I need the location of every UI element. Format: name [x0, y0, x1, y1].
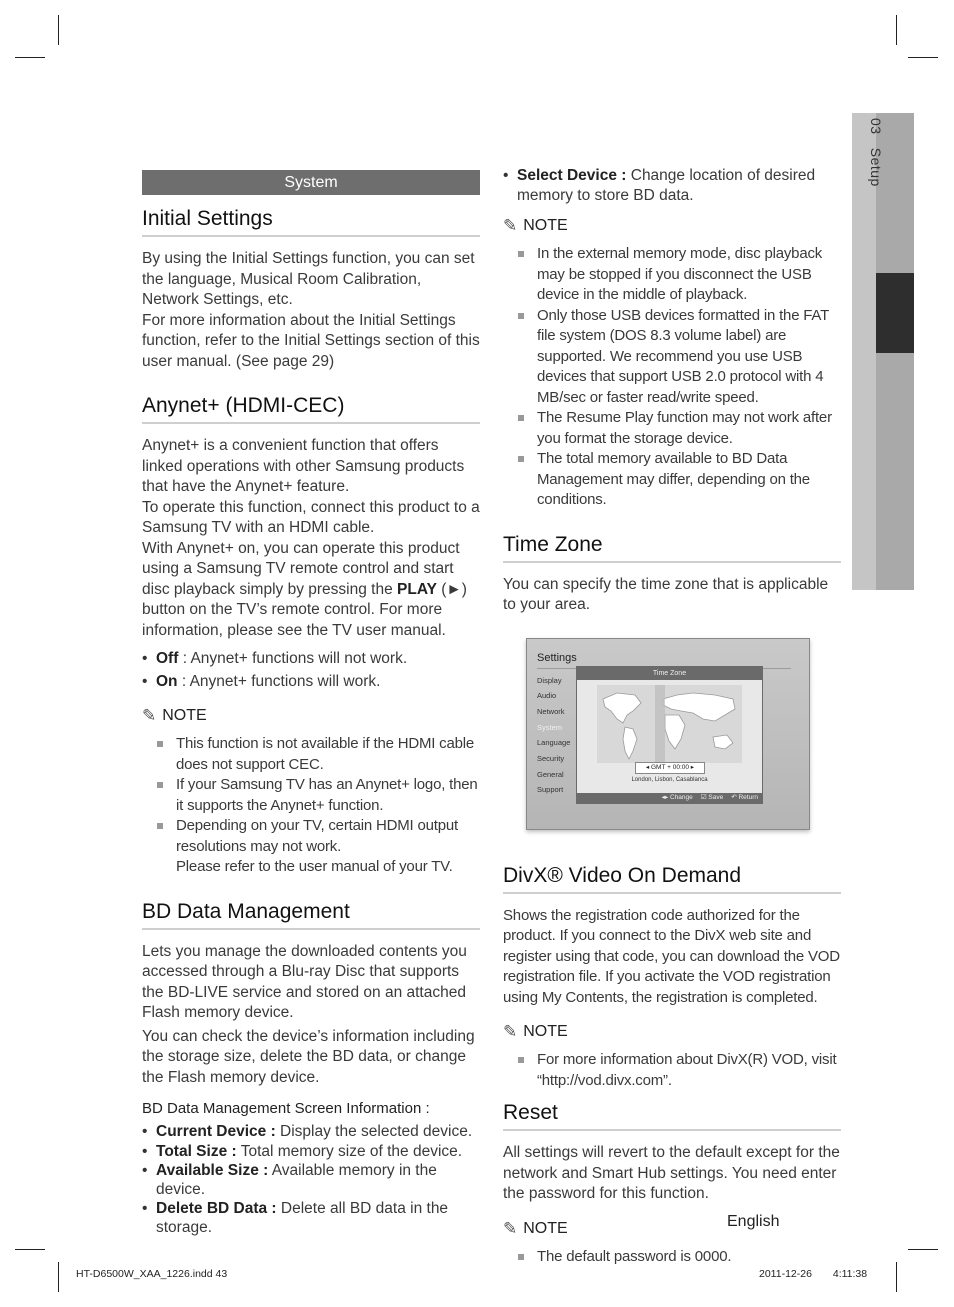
text: Please refer to the user manual of your TV. [176, 858, 453, 875]
option-key: On [156, 673, 178, 690]
list-item [142, 649, 480, 669]
osd-menu-item: Support [537, 785, 564, 795]
option-list [142, 649, 480, 692]
osd-menu-item-selected: System [537, 722, 563, 732]
item-text: Total memory size of the device. [236, 1142, 463, 1160]
crop-mark [15, 57, 45, 58]
item-key: Total Size : [156, 1142, 237, 1160]
reset-heading: Reset [503, 1101, 841, 1131]
crop-mark [896, 15, 897, 45]
osd-time-zone-panel [576, 666, 763, 804]
paragraph: Anynet+ is a convenient function that offers linked operations with other Samsung products that have the Anynet+ feature. [142, 437, 465, 495]
list-item [142, 1200, 480, 1237]
osd-hint: ↶ Return [731, 793, 758, 801]
osd-hint: ◂▸ Change [661, 793, 693, 801]
osd-title: Settings [537, 651, 577, 664]
list-item [142, 1162, 480, 1199]
option-key: Off [156, 650, 179, 667]
note-heading [142, 706, 480, 726]
slug-time: 4:11:38 [832, 1268, 868, 1280]
osd-menu-item: Network [537, 706, 565, 716]
time-zone-heading: Time Zone [503, 533, 841, 563]
osd-hint: ☑ Save [700, 793, 724, 801]
date-slug [759, 1268, 867, 1280]
list-item [142, 1143, 480, 1162]
note-heading [503, 1022, 841, 1042]
option-text: : Anynet+ functions will work. [177, 673, 381, 690]
osd-menu-item: General [537, 769, 564, 779]
crop-mark [15, 1249, 45, 1250]
item-text: Available memory in the device. [156, 1162, 437, 1198]
paragraph: You can specify the time zone that is applicable to your area. [503, 575, 829, 613]
divx-heading: DivX® Video On Demand [503, 864, 841, 894]
world-map-icon [597, 685, 742, 763]
slug-date: 2011-12-26 [759, 1268, 812, 1280]
bd-data-heading: BD Data Management [142, 900, 480, 930]
osd-menu-item: Display [537, 675, 562, 685]
item-key: Select Device : [517, 167, 627, 184]
item-key: Available Size : [156, 1162, 269, 1179]
note-list [503, 244, 841, 511]
tab-segment [876, 353, 914, 590]
page-language: English [727, 1213, 780, 1230]
osd-menu-item: Security [537, 753, 565, 763]
option-text: : Anynet+ functions will not work. [178, 650, 408, 667]
list-item: For more information about DivX(R) VOD, visit “http://vod.divx.com”. [503, 1050, 841, 1091]
item-text: Display the selected device. [275, 1123, 473, 1140]
paragraph: For more information about the Initial Settings function, refer to the Initial Settings section of this user manual. (See page 29) [142, 311, 480, 370]
paragraph [142, 539, 480, 642]
anynet-heading: Anynet+ (HDMI-CEC) [142, 394, 480, 424]
chapter-label [868, 118, 884, 187]
item-text: Change location of desired memory to store BD data. [517, 167, 816, 204]
list-item: If your Samsung TV has an Anynet+ logo, then it supports the Anynet+ function. [142, 775, 480, 816]
text: With Anynet+ on, you can operate this product using a Samsung TV remote control and start disc playback simply by pressing the [142, 539, 460, 598]
pencil-icon: ✎ [142, 706, 157, 725]
note-list [503, 1247, 841, 1268]
pencil-icon: ✎ [503, 1022, 518, 1041]
paragraph: Shows the registration code authorized for the product. If you connect to the DivX web site and register using that code, you can download the VOD registration file. If you activate the VOD registration using My Contents, the registration is completed. [503, 906, 840, 1006]
note-heading [503, 1219, 841, 1239]
item-key: Delete BD Data : [156, 1200, 277, 1217]
note-list [142, 734, 480, 878]
paragraph: All settings will revert to the default except for the network and Smart Hub settings. You need enter the password for this function. [503, 1144, 840, 1202]
list-item: This function is not available if the HDMI cable does not support CEC. [142, 734, 480, 775]
list-item [142, 816, 480, 878]
note-label: NOTE [523, 1219, 568, 1237]
item-text: Delete all BD data in the storage. [156, 1200, 449, 1236]
crop-mark [908, 57, 938, 58]
note-heading [503, 216, 841, 236]
paragraph: By using the Initial Settings function, you can set the language, Musical Room Calibration, Network Settings, etc. [142, 250, 475, 308]
time-zone-select: ◂ GMT + 00:00 ▸ [635, 762, 705, 774]
crop-mark [58, 1262, 59, 1292]
crop-mark [58, 15, 59, 45]
list-item [142, 1123, 480, 1142]
item-key: Current Device : [156, 1123, 276, 1140]
osd-menu-item: Language [537, 738, 571, 748]
paragraph: To operate this function, connect this product to a Samsung TV with an HDMI cable. [142, 498, 480, 536]
osd-footer [577, 793, 762, 803]
note-label: NOTE [523, 217, 568, 234]
list-item: The total memory available to BD Data Management may differ, depending on the conditions. [503, 449, 841, 511]
osd-panel-title: Time Zone [577, 667, 762, 680]
text: Depending on your TV, certain HDMI output resolutions may not work. [176, 817, 458, 855]
bd-info-list [142, 1123, 480, 1237]
left-column [142, 170, 480, 1237]
right-column [503, 166, 841, 1267]
section-bar: System [142, 170, 480, 195]
time-zone-screenshot [526, 638, 810, 830]
list-item [503, 166, 841, 206]
note-list [503, 1050, 841, 1091]
file-slug: HT-D6500W_XAA_1226.indd 43 [76, 1268, 228, 1280]
paragraph: Lets you manage the downloaded contents you accessed through a Blu-ray Disc that supports the BD-LIVE service and stored on an attached Flash memory device. [142, 942, 467, 1021]
text: (►) button on the TV’s remote control. For more information, please see the TV user manual. [142, 580, 467, 639]
list-item: The default password is 0000. [503, 1247, 841, 1268]
list-item: The Resume Play function may not work after you format the storage device. [503, 408, 841, 449]
tab-marker [876, 273, 914, 353]
time-zone-city: London, Lisbon, Casablanca [631, 776, 708, 783]
paragraph: You can check the device’s information including the storage size, delete the BD data, or change the Flash memory device. [142, 1027, 475, 1086]
list-item: In the external memory mode, disc playback may be stopped if you disconnect the USB device in the middle of playback. [503, 244, 841, 306]
osd-menu-item: Audio [537, 691, 557, 701]
list-item: Only those USB devices formatted in the FAT file system (DOS 8.3 volume label) are supported. We recommend you use USB devices that support USB 2.0 protocol with 4 MB/sec or faster read/write speed. [503, 306, 841, 409]
osd-menu [537, 673, 570, 799]
select-device-list [503, 166, 841, 206]
screen-info-heading: BD Data Management Screen Information : [142, 1100, 430, 1117]
crop-mark [908, 1249, 938, 1250]
initial-settings-heading: Initial Settings [142, 207, 480, 237]
crop-mark [896, 1262, 897, 1292]
note-label: NOTE [162, 707, 207, 724]
play-label: PLAY [397, 580, 437, 598]
list-item [142, 672, 480, 692]
pencil-icon: ✎ [503, 216, 518, 235]
note-label: NOTE [523, 1023, 568, 1040]
pencil-icon: ✎ [503, 1218, 518, 1238]
chapter-number: 03 [868, 118, 884, 135]
chapter-title: Setup [868, 147, 884, 187]
